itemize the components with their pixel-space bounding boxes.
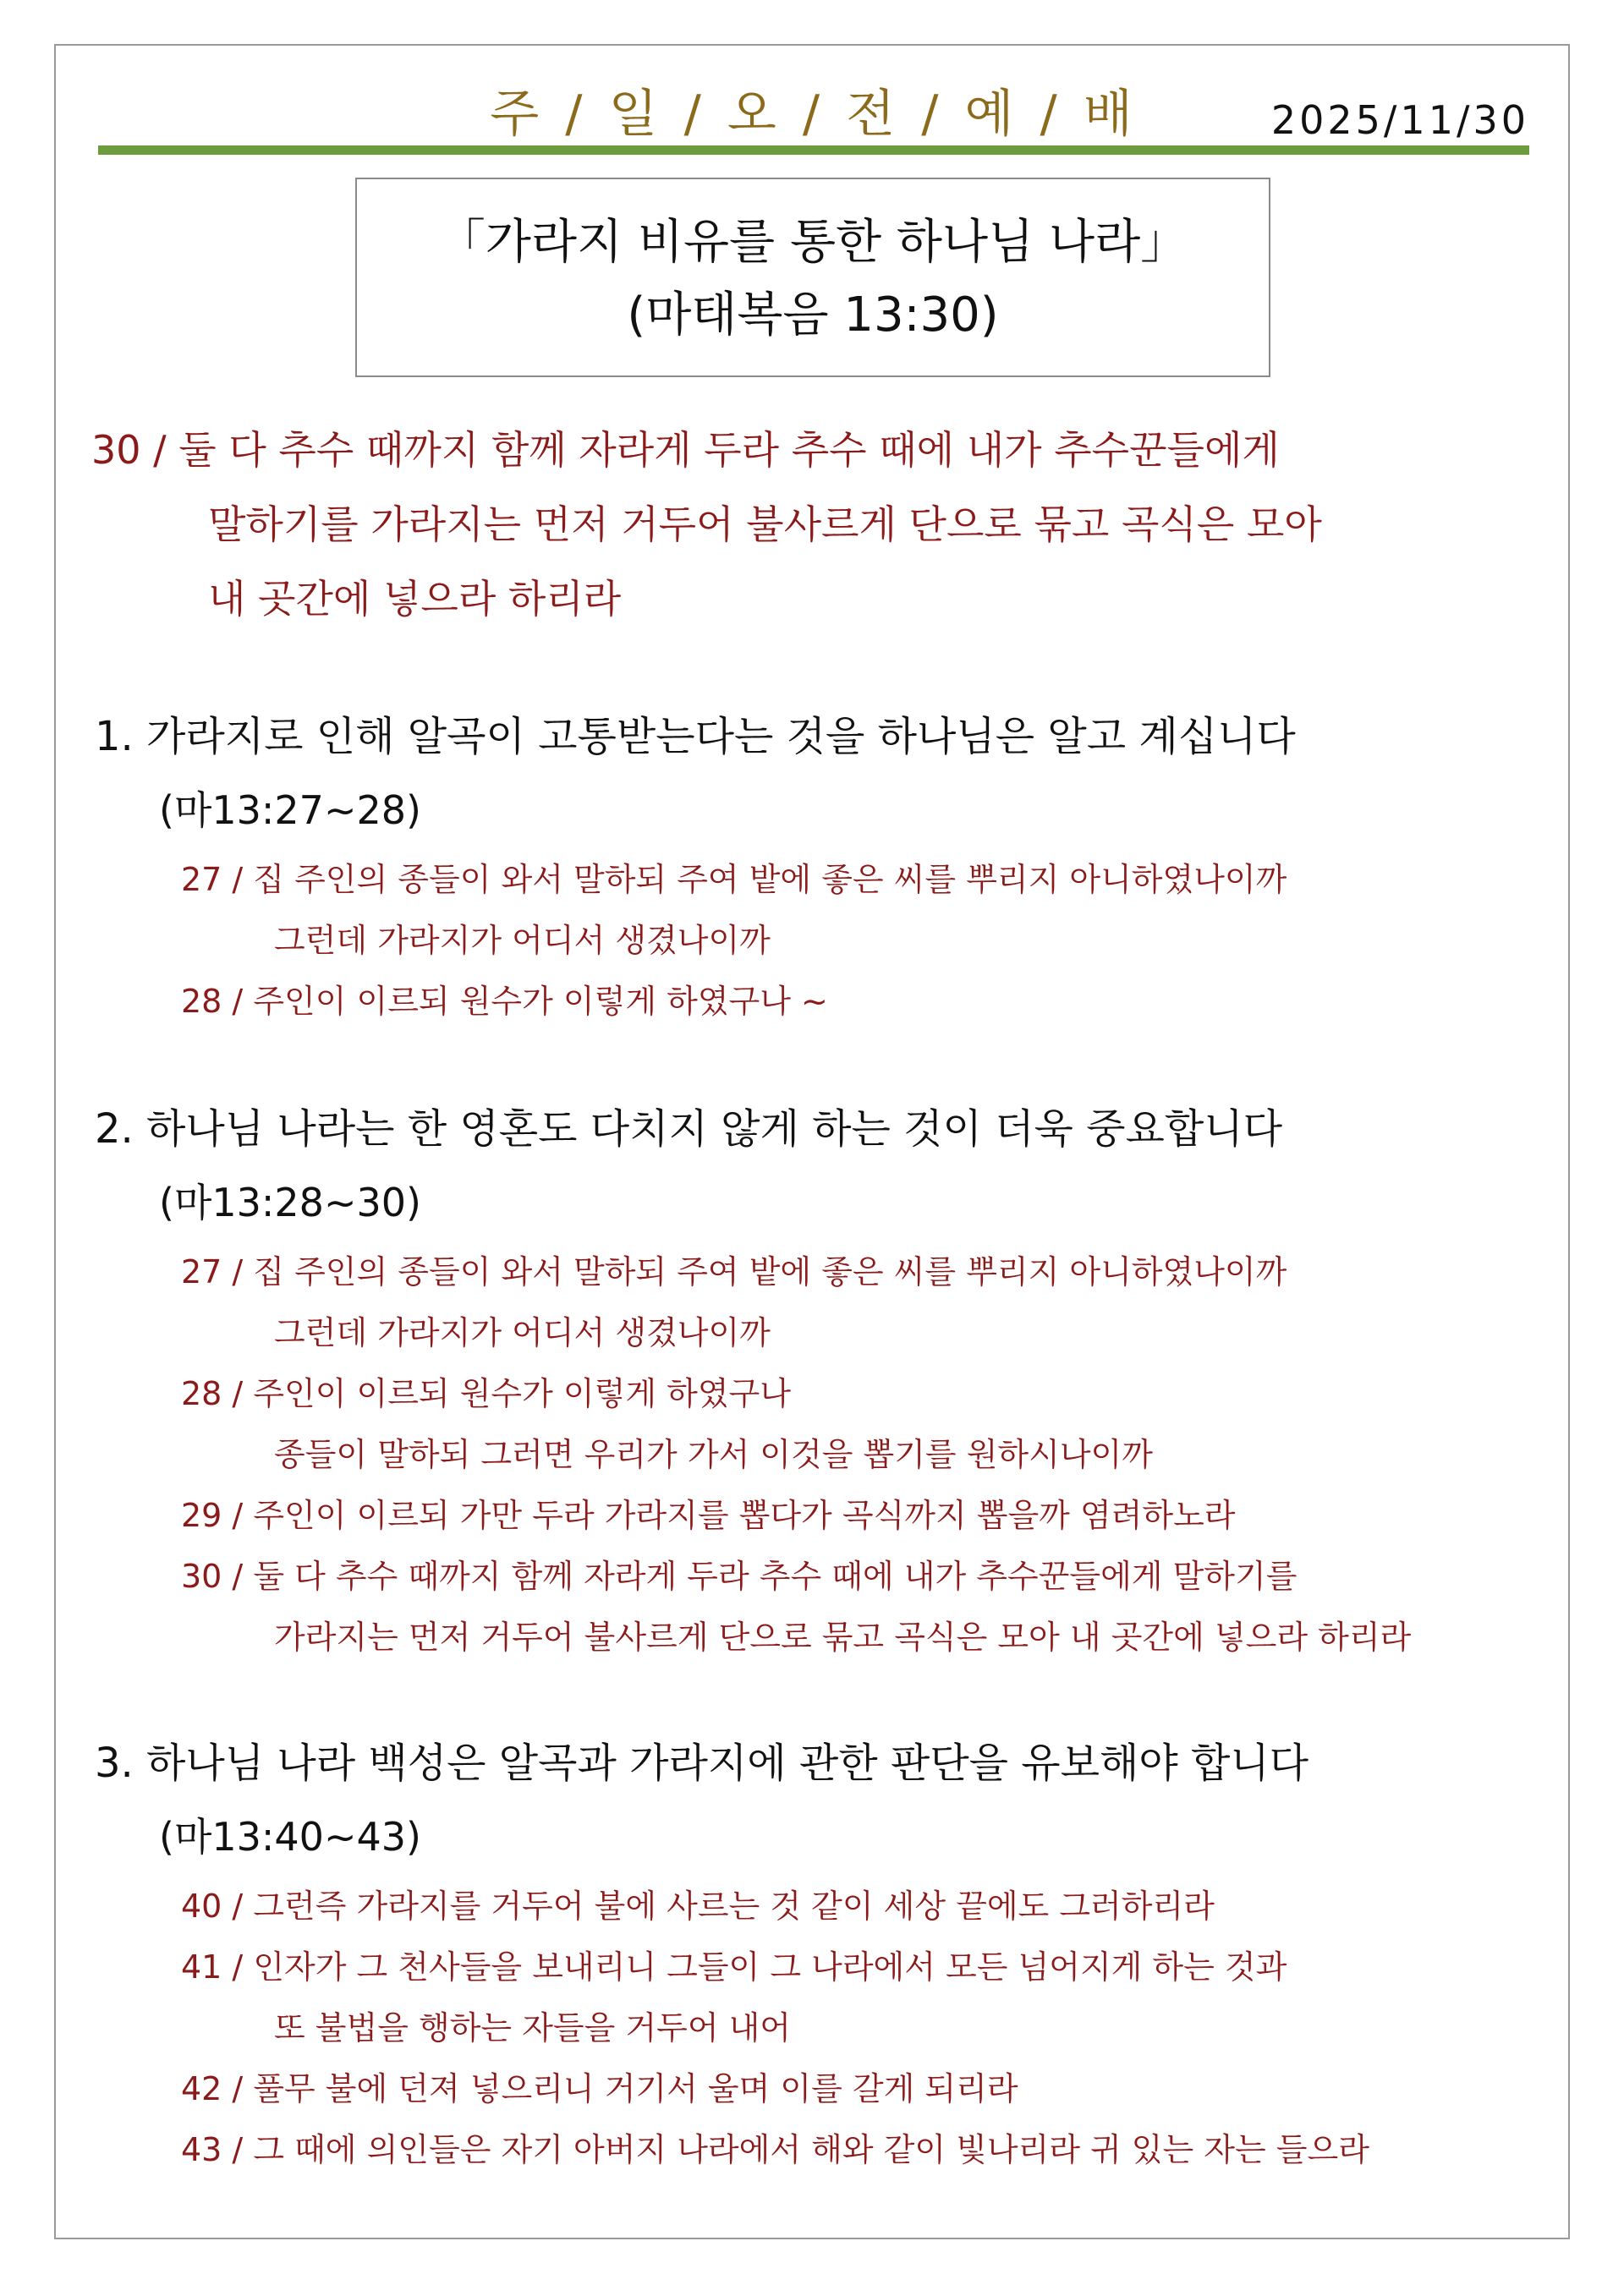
verse-line: 40 / 그런즉 가라지를 거두어 불에 사르는 것 같이 세상 끝에도 그러하리라 [181, 1888, 1215, 1925]
sermon-reference: (마태복음 13:30) [627, 288, 999, 342]
service-date: 2025/11/30 [1270, 97, 1529, 143]
section-1 [95, 699, 1533, 1032]
main-verse [91, 413, 1529, 636]
verse-line: 또 불법을 행하는 자들을 거두어 내어 [274, 2009, 792, 2047]
main-verse-line: 내 곳간에 넣으라 하리라 [208, 576, 622, 622]
sermon-title-box [355, 178, 1270, 377]
section-heading: 1. 가라지로 인해 알곡이 고통받는다는 것을 하나님은 알고 계십니다 [95, 713, 1296, 760]
verse-line: 27 / 집 주인의 종들이 와서 말하되 주여 밭에 좋은 씨를 뿌리지 아니하였나이까 [181, 1253, 1287, 1290]
section-reference: (마13:27~28) [159, 787, 421, 833]
verse-line: 30 / 둘 다 추수 때까지 함께 자라게 두라 추수 때에 내가 추수꾼들에게 말하기를 [181, 1558, 1298, 1595]
header [98, 78, 1529, 154]
verse-line: 28 / 주인이 이르되 원수가 이렇게 하였구나 [181, 1375, 791, 1412]
verse-line: 그런데 가라지가 어디서 생겼나이까 [274, 1314, 771, 1351]
sermon-title: 「가라지 비유를 통한 하나님 나라」 [437, 215, 1188, 270]
section-reference: (마13:40~43) [159, 1814, 421, 1860]
verse-line: 27 / 집 주인의 종들이 와서 말하되 주여 밭에 좋은 씨를 뿌리지 아니하였나이까 [181, 861, 1287, 898]
header-divider [98, 145, 1529, 155]
section-heading: 2. 하나님 나라는 한 영혼도 다치지 않게 하는 것이 더욱 중요합니다 [95, 1105, 1282, 1153]
section-3 [95, 1725, 1533, 2180]
main-verse-line: 말하기를 가라지는 먼저 거두어 불사르게 단으로 묶고 곡식은 모아 [208, 501, 1322, 547]
section-2 [95, 1091, 1533, 1668]
verse-line: 가라지는 먼저 거두어 불사르게 단으로 묶고 곡식은 모아 내 곳간에 넣으라 하리라 [274, 1619, 1412, 1656]
section-reference: (마13:28~30) [159, 1180, 421, 1225]
verse-line: 28 / 주인이 이르되 원수가 이렇게 하였구나 ~ [181, 983, 828, 1020]
verse-line: 42 / 풀무 불에 던져 넣으리니 거기서 울며 이를 갈게 되리라 [181, 2070, 1018, 2107]
verse-line: 43 / 그 때에 의인들은 자기 아버지 나라에서 해와 같이 빛나리라 귀 있는 자는 들으라 [181, 2131, 1369, 2168]
verse-line: 41 / 인자가 그 천사들을 보내리니 그들이 그 나라에서 모든 넘어지게 하는 것과 [181, 1948, 1287, 1986]
service-title: 주 / 일 / 오 / 전 / 예 / 배 [490, 85, 1138, 144]
verse-line: 그런데 가라지가 어디서 생겼나이까 [274, 922, 771, 959]
verse-line: 29 / 주인이 이르되 가만 두라 가라지를 뽑다가 곡식까지 뽑을까 염려하노라 [181, 1497, 1236, 1534]
section-heading: 3. 하나님 나라 백성은 알곡과 가라지에 관한 판단을 유보해야 합니다 [95, 1740, 1309, 1787]
main-verse-line: 30 / 둘 다 추수 때까지 함께 자라게 두라 추수 때에 내가 추수꾼들에게 [91, 427, 1280, 473]
verse-line: 종들이 말하되 그러면 우리가 가서 이것을 뽑기를 원하시나이까 [274, 1436, 1153, 1473]
